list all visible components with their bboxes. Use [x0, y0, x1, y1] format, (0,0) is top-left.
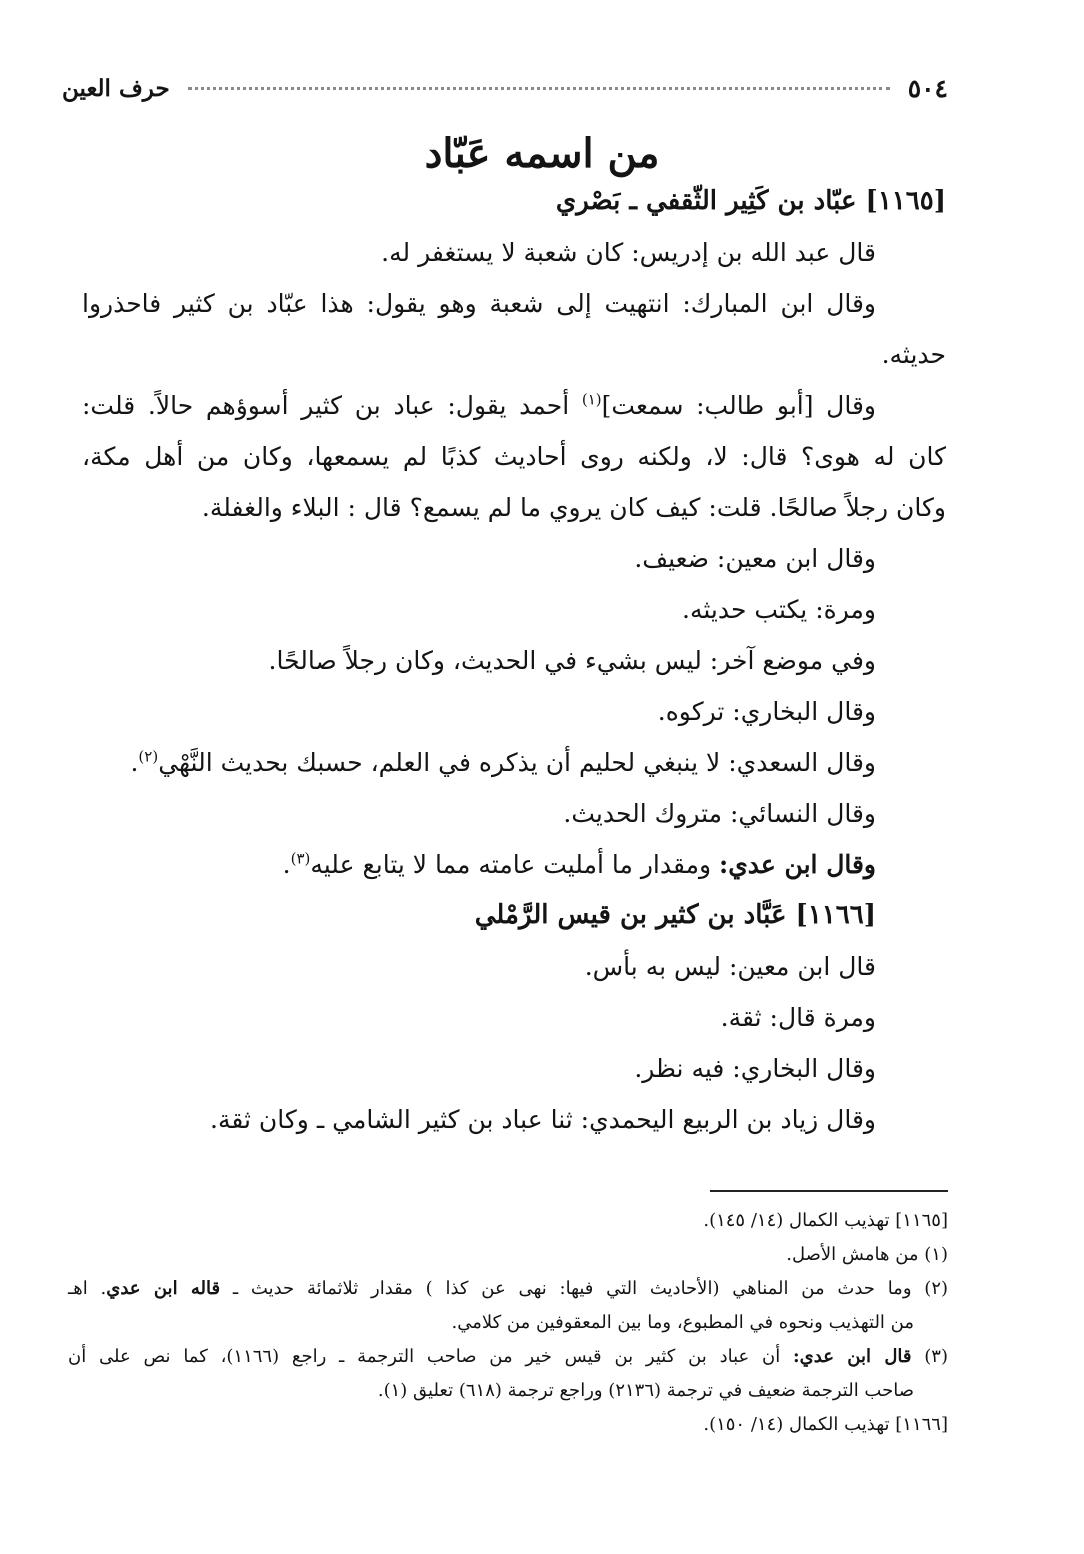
text-span: (٢) وما حدث من المناهي (الأحاديث التي فيها: نهى عن كذا ) مقدار ثلاثمائة حديث ـ: [220, 1278, 949, 1299]
section-heading: من اسمه عَبّاد: [424, 130, 660, 177]
paragraph: [82, 839, 946, 890]
paragraph: قال عبد الله بن إدريس: كان شعبة لا يستغفر له.: [381, 238, 876, 267]
paragraph: قال ابن معين: ليس به بأس.: [584, 952, 876, 981]
footnote: [68, 1272, 948, 1306]
page-number: ٥٠٤: [907, 73, 948, 103]
paragraph: وقال ابن معين: ضعيف.: [634, 544, 876, 573]
paragraph: وقال ابن المبارك: انتهيت إلى شعبة وهو يقول: هذا عبّاد بن كثير فاحذروا: [82, 289, 876, 318]
text-span: أن عباد بن كثير بن قيس خير من صاحب الترجمة ـ راجع (١١٦٦)، كما نص على أن: [68, 1346, 794, 1367]
body-text: [82, 176, 946, 1145]
text-span: ومقدار ما أمليت عامته مما لا يتابع عليه: [310, 850, 720, 879]
paragraph: وقال زياد بن الربيع اليحمدي: ثنا عباد بن كثير الشامي ـ وكان ثقة.: [210, 1105, 876, 1134]
paragraph: ومرة: يكتب حديثه.: [682, 595, 876, 624]
paragraph: وقال النسائي: متروك الحديث.: [563, 799, 876, 828]
chapter-title: حرف العين: [62, 74, 170, 102]
text-span: وقال [أبو طالب: سمعت]: [601, 391, 876, 420]
text-span: (٣): [911, 1346, 948, 1367]
paragraph: [82, 737, 946, 788]
running-header: [62, 68, 948, 108]
text-span: . اهـ: [68, 1278, 107, 1299]
bold-span: قاله ابن عدي: [106, 1278, 221, 1299]
paragraph: كان له هوى؟ قال: لا، ولكنه روى أحاديث كذبًا لم يسمعها، وكان من أهل مكة،: [82, 442, 946, 471]
bold-span: وقال ابن عدي:: [719, 850, 876, 879]
entry-heading-1165: [١١٦٥] عبّاد بن كَثِير الثّقفي ـ بَصْري: [555, 186, 946, 216]
footnote: (١) من هامش الأصل.: [786, 1244, 948, 1265]
paragraph: وفي موضع آخر: ليس بشيء في الحديث، وكان رجلاً صالحًا.: [268, 646, 876, 675]
paragraph: وقال البخاري: تركوه.: [657, 697, 876, 726]
header-dotted-rule: [188, 87, 890, 90]
text-span: .: [282, 850, 291, 879]
paragraph: وقال البخاري: فيه نظر.: [634, 1054, 876, 1083]
footnote-separator: [710, 1190, 948, 1192]
footnote-ref-2: (٢): [138, 747, 159, 766]
text-span: أحمد يقول: عباد بن كثير أسوؤهم حالاً. قلت:: [82, 391, 582, 420]
footnotes: [68, 1204, 948, 1442]
footnote: [١١٦٦] تهذيب الكمال (١٤/ ١٥٠).: [703, 1414, 948, 1435]
entry-heading-1166: [١١٦٦] عَبَّاد بن كثير بن قيس الرَّمْلي: [474, 900, 876, 930]
text-span: .: [130, 748, 139, 777]
paragraph: ومرة قال: ثقة.: [720, 1003, 876, 1032]
footnote-ref-1: (١): [581, 390, 602, 409]
footnote: [١١٦٥] تهذيب الكمال (١٤/ ١٤٥).: [703, 1210, 948, 1231]
footnote: [68, 1340, 948, 1374]
paragraph: حديثه.: [881, 340, 946, 369]
footnote-ref-3: (٣): [290, 849, 311, 868]
bold-span: قال ابن عدي:: [793, 1346, 912, 1367]
paragraph: [82, 380, 946, 431]
paragraph: وكان رجلاً صالحًا. قلت: كيف كان يروي ما لم يسمع؟ قال : البلاء والغفلة.: [201, 493, 946, 522]
footnote-continuation: صاحب الترجمة ضعيف في ترجمة (٢١٣٦) وراجع ترجمة (٦١٨) تعليق (١).: [377, 1380, 914, 1401]
footnote-continuation: من التهذيب ونحوه في المطبوع، وما بين المعقوفين من كلامي.: [451, 1312, 914, 1333]
text-span: وقال السعدي: لا ينبغي لحليم أن يذكره في العلم، حسبك بحديث النَّهْي: [158, 748, 876, 777]
